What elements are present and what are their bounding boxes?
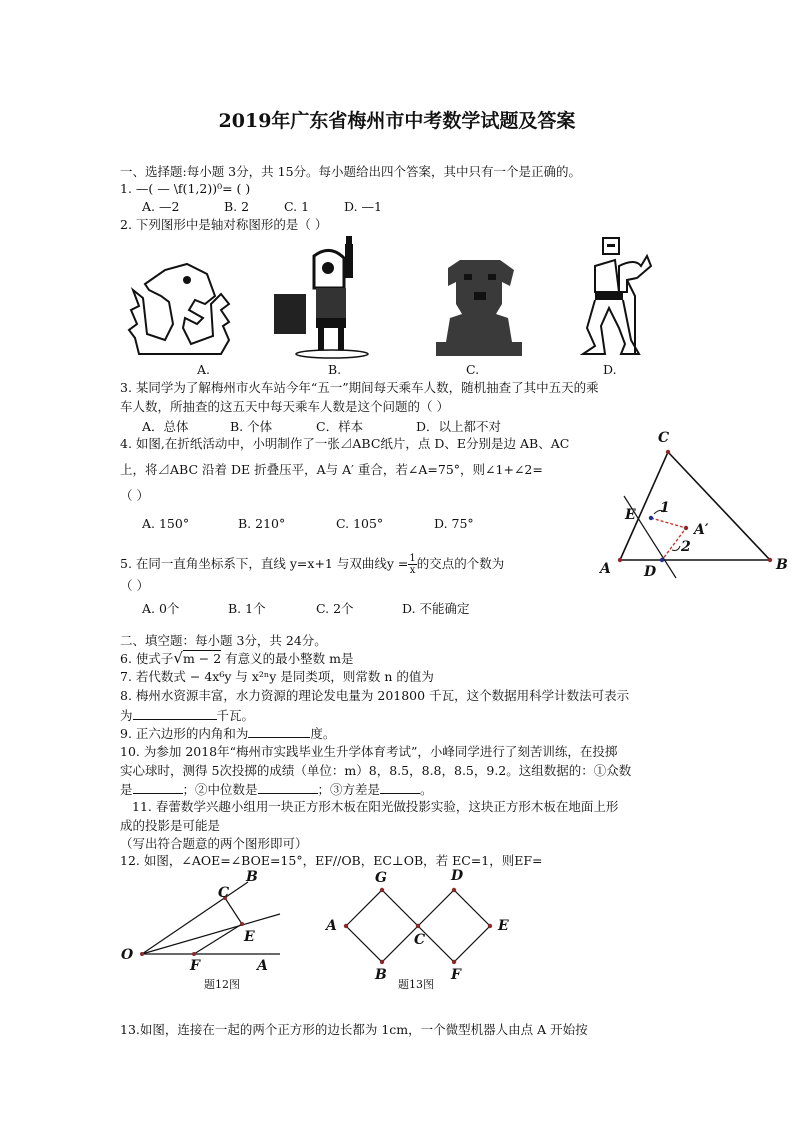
q2-figure-d (575, 236, 675, 358)
q8-stem-a: 为 (120, 708, 133, 723)
fig12-label-f: F (190, 958, 200, 974)
q6-stem-b: 有意义的最小整数 m是 (221, 651, 354, 666)
q4-option-a: A. 150° (142, 516, 190, 531)
fig12-label-b: B (246, 869, 258, 885)
q11-stem-line1: 11. 春蕾数学兴趣小组用一块正方形木板在阳光做投影实验，这块正方形木板在地面上形 (132, 799, 619, 814)
fig13-label-e: E (498, 918, 509, 934)
q10-median-blank[interactable] (258, 781, 318, 794)
q4-option-c: C. 105° (336, 516, 384, 531)
q4-label-a-prime: A′ (694, 522, 709, 538)
q5-fraction (408, 553, 416, 576)
fig13-label-d: D (451, 868, 464, 884)
q10-stem-line2: 实心球时，测得 5次投掷的成绩（单位：m）8，8.5，8.8，8.5，9.2。这组数据的：①众数 (120, 763, 632, 778)
fig13-label-b: B (375, 967, 387, 983)
q3-option-b: B. 个体 (230, 419, 273, 434)
q2-figure-b (270, 236, 380, 361)
q4-label-1: 1 (660, 500, 670, 516)
q13-stem: 13.如图，连接在一起的两个正方形的边长都为 1cm，一个微型机器人由点 A 开始按 (120, 1022, 588, 1037)
fig12-label-o: O (121, 947, 134, 963)
fig13-label-f: F (451, 967, 461, 983)
q10-stem-b: ；②中位数是 (182, 782, 258, 797)
q3-stem-line2: 车人数，所抽查的这五天中每天乘车人数是这个问题的（ ） (120, 399, 449, 414)
q8-stem-b: 千瓦。 (216, 708, 255, 723)
q1-option-c: C. 1 (284, 199, 310, 214)
q5-stem-line2: （ ） (120, 578, 149, 593)
q3-option-c: C．样本 (316, 419, 364, 434)
q1-stem: 1. —( — \f(1,2))⁰= ( ) (120, 181, 251, 196)
fig12-label-c: C (218, 885, 230, 901)
q4-label-2: 2 (681, 539, 691, 555)
q2-option-c: C. (466, 362, 480, 377)
q5-frac-den: x (409, 565, 416, 576)
q10-stem-line1: 10. 为参加 2018年“梅州市实践毕业生升学体育考试”，小峰同学进行了刻苦训练，在投掷 (120, 744, 618, 759)
q6-stem (120, 651, 354, 666)
q1-option-d: D. —1 (344, 199, 382, 214)
page-title: 2019年广东省梅州市中考数学试题及答案 (218, 110, 576, 132)
fig13-label-c: C (414, 932, 426, 948)
q12-stem: 12. 如图，∠AOE=∠BOE=15°，EF//OB，EC⊥OB，若 EC=1，则EF= (120, 853, 543, 868)
q9-stem-b: 度。 (310, 726, 336, 741)
q4-label-e: E (625, 507, 636, 523)
fig12-label-e: E (244, 929, 255, 945)
q6-radicand: m − 2 (182, 651, 222, 666)
q3-option-a: A．总体 (142, 419, 189, 434)
section1-heading: 一、选择题:每小题 3分，共 15分。每小题给出四个答案，其中只有一个是正确的。 (120, 164, 582, 179)
fig13-label-a: A (326, 918, 337, 934)
q2-figure-a (125, 244, 235, 359)
q5-option-d: D. 不能确定 (402, 601, 470, 616)
q8-answer-blank[interactable] (133, 707, 217, 720)
fig13-caption: 题13图 (398, 978, 434, 991)
q10-stem-c: ；③方差是 (317, 782, 381, 797)
fig12-figure (120, 870, 300, 970)
q9-stem (120, 725, 335, 741)
q9-answer-blank[interactable] (248, 725, 310, 738)
q10-stem-d: 。 (420, 782, 433, 797)
q2-stem: 2. 下列图形中是轴对称图形的是（ ） (120, 217, 328, 232)
q4-stem-line2: 上，将⊿ABC 沿着 DE 折叠压平，A与 A′ 重合，若∠A=75°，则∠1+∠2= (120, 462, 543, 477)
q8-stem-line1: 8. 梅州水资源丰富，水力资源的理论发电量为 201800 千瓦，这个数据用科学计数法可表示 (120, 688, 630, 703)
q4-option-b: B. 210° (238, 516, 286, 531)
q2-option-b: B. (328, 362, 342, 377)
q2-figure-c (430, 256, 530, 361)
q1-option-a: A. —2 (142, 199, 180, 214)
q5-option-b: B. 1个 (228, 601, 266, 616)
q5-option-a: A. 0个 (142, 601, 180, 616)
fig12-label-a: A (257, 958, 268, 974)
q5-option-c: C. 2个 (316, 601, 354, 616)
q8-stem-line2 (120, 707, 254, 723)
q4-label-c: C (658, 430, 670, 446)
q2-option-a: A. (197, 362, 211, 377)
sqrt-icon: √ (173, 649, 183, 667)
q3-stem-line1: 3. 某同学为了解梅州市火车站今年“五一”期间每天乘车人数，随机抽查了其中五天的乘 (120, 380, 599, 395)
fig13-figure (330, 870, 510, 980)
q2-option-d: D. (603, 362, 617, 377)
q11-stem-line2: 成的投影是可能是 (120, 818, 221, 833)
fig13-label-g: G (375, 870, 387, 886)
section2-heading: 二、填空题：每小题 3分，共 24分。 (120, 633, 327, 648)
q4-label-a: A (600, 561, 611, 577)
q10-variance-blank[interactable] (380, 781, 420, 794)
q4-stem-line3: （ ） (120, 488, 149, 503)
q1-option-b: B. 2 (224, 199, 250, 214)
q10-stem-line3 (120, 781, 433, 797)
q10-mode-blank[interactable] (133, 781, 183, 794)
q10-stem-a: 是 (120, 782, 133, 797)
q9-stem-a: 9. 正六边形的内角和为 (120, 726, 249, 741)
q4-label-d: D (644, 564, 657, 580)
q5-stem-a: 5. 在同一直角坐标系下，直线 y=x+1 与双曲线y = (120, 556, 409, 571)
q5-stem-b: 的交点的个数为 (416, 556, 505, 571)
q4-label-b: B (776, 557, 788, 573)
q6-stem-a: 6. 使式子 (120, 651, 174, 666)
q7-stem: 7. 若代数式 − 4x⁶y 与 x²ⁿy 是同类项，则常数 n 的值为 (120, 669, 434, 684)
q4-option-d: D. 75° (434, 516, 474, 531)
q4-stem-line1: 4. 如图,在折纸活动中，小明制作了一张⊿ABC纸片，点 D、E分别是边 AB、AC (120, 436, 570, 451)
q11-stem-line3: （写出符合题意的两个图形即可） (120, 836, 308, 851)
q5-stem (120, 553, 504, 576)
q3-option-d: D．以上都不对 (416, 419, 502, 434)
q5-frac-num: 1 (409, 553, 416, 564)
fig12-caption: 题12图 (204, 978, 240, 991)
